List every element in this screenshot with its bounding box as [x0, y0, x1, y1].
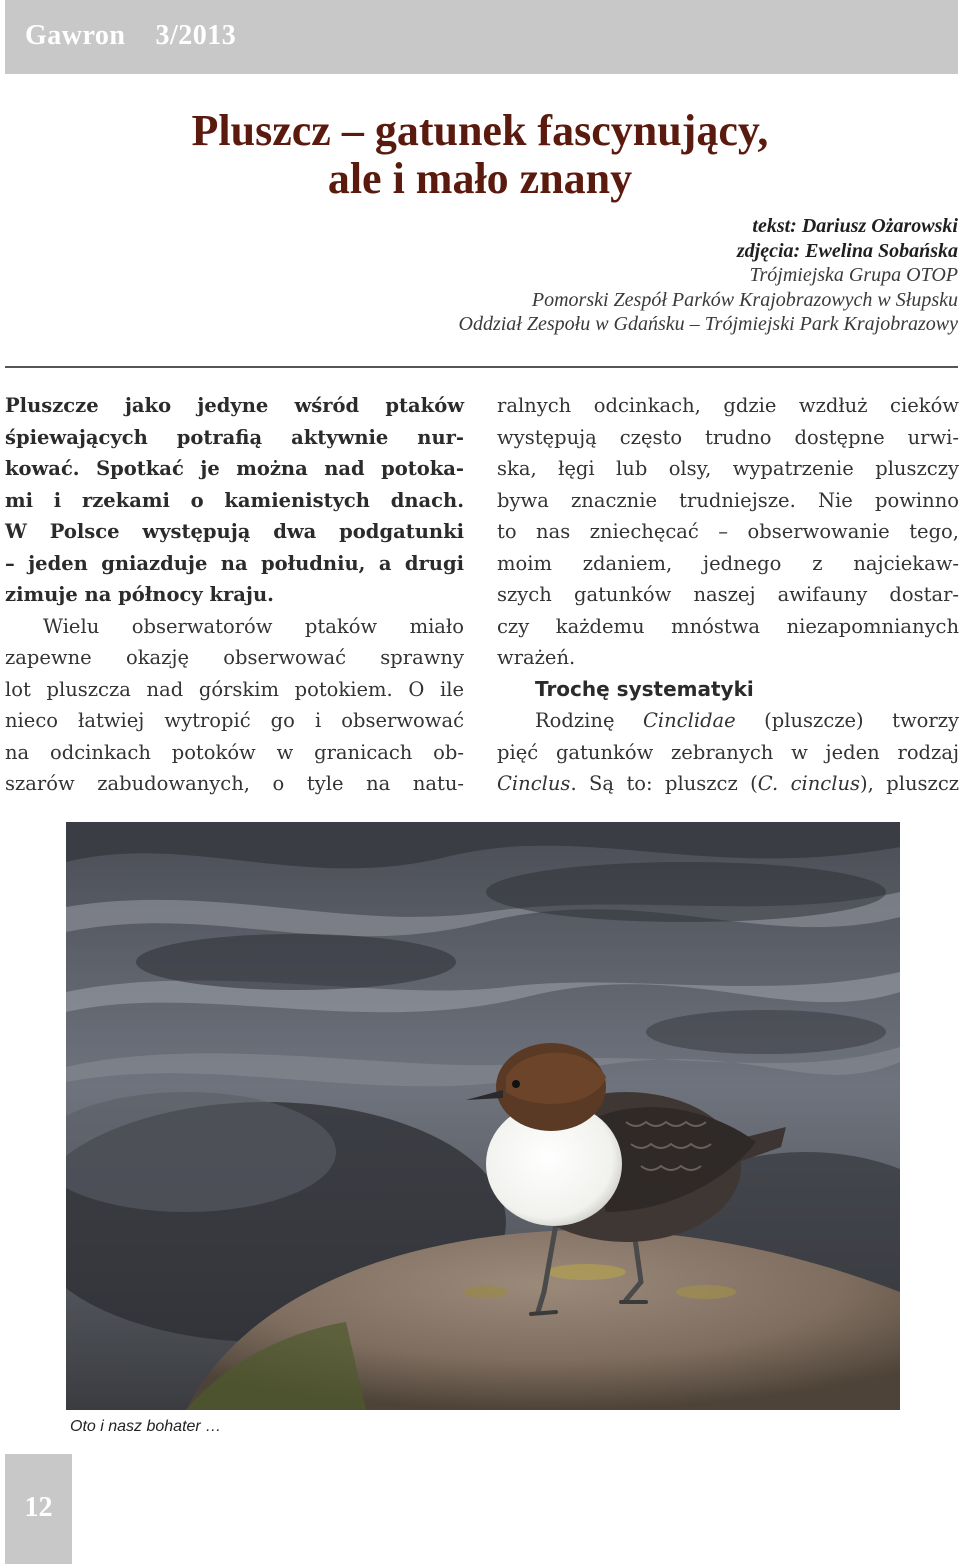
- photo-credit: zdjęcia: Ewelina Sobańska: [736, 239, 958, 262]
- lead-line: W Polsce występują dwa podgatunki: [5, 520, 464, 543]
- genus-name: Cinclus: [497, 772, 571, 795]
- affiliation-1: Trójmiejska Grupa OTOP: [749, 264, 958, 286]
- body-line: czy każdemu mnóstwa niezapomnianych: [497, 614, 959, 638]
- right-column: [497, 390, 959, 800]
- dipper-photo: [66, 822, 900, 1410]
- text-run: Rodzinę: [535, 709, 643, 732]
- species-name: C. cinclus: [757, 772, 861, 795]
- photo-caption: Oto i nasz bohater …: [70, 1418, 222, 1435]
- text-run: (pluszcze) tworzy: [735, 709, 959, 732]
- affiliation-2: Pomorski Zespół Parków Krajobrazowych w Słupsku: [531, 288, 958, 311]
- header-bar: [5, 0, 958, 74]
- body-line: nieco łatwiej wytropić go i obserwować: [5, 709, 464, 732]
- body-line: Wielu obserwatorów ptaków miało: [43, 614, 464, 638]
- systematics-line-3: [497, 768, 959, 800]
- lead-line: kować. Spotkać je można nad potoka-: [5, 457, 464, 480]
- lead-line: Pluszcze jako jedyne wśród ptaków: [5, 394, 464, 417]
- lead-line: zimuje na północy kraju.: [5, 583, 274, 606]
- lead-line: śpiewających potrafią aktywnie nur-: [5, 425, 464, 449]
- body-line: szych gatunków naszej awifauny dostar-: [497, 583, 959, 606]
- body-line: zapewne okazję obserwować sprawny: [5, 646, 464, 669]
- page-number: 12: [24, 1492, 53, 1523]
- body-line: moim zdaniem, jednego z najciekaw-: [497, 551, 959, 575]
- lead-line: mi i rzekami o kamienistych dnach.: [5, 488, 464, 512]
- systematics-line-2: pięć gatunków zebranych w jeden rodzaj: [497, 740, 959, 764]
- magazine-name: Gawron: [25, 20, 126, 51]
- body-line: ralnych odcinkach, gdzie wzdłuż cieków: [497, 394, 959, 417]
- body-line: szarów zabudowanych, o tyle na natu-: [5, 772, 464, 795]
- body-line: na odcinkach potoków w granicach ob-: [5, 740, 464, 764]
- section-subheading: Trochę systematyki: [535, 676, 754, 701]
- body-line: wrażeń.: [497, 646, 576, 669]
- affiliation-3: Oddział Zespołu w Gdańsku – Trójmiejski Park Krajobrazowy: [458, 313, 958, 335]
- body-line: bywa znacznie trudniejsze. Nie powinno: [497, 488, 959, 512]
- body-line: lot pluszcza nad górskim potokiem. O ile: [5, 677, 464, 701]
- magazine-header: [25, 20, 236, 52]
- text-run: . Są to: pluszcz (: [570, 772, 758, 795]
- body-line: występują często trudno dostępne urwi-: [497, 425, 959, 449]
- systematics-line-1: [497, 705, 959, 737]
- body-line: ska, łęgi lub olsy, wypatrzenie pluszczy: [497, 457, 959, 480]
- family-name: Cinclidae: [642, 709, 736, 732]
- body-line: to nas zniechęcać – obserwowanie tego,: [497, 520, 959, 543]
- left-column: [5, 390, 464, 800]
- text-run: ), pluszcz: [860, 772, 960, 795]
- page-number-box: [5, 1454, 72, 1564]
- article-title-line-2: ale i mało znany: [327, 154, 633, 203]
- credits: [459, 214, 958, 337]
- article-title-line-1: Pluszcz – gatunek fascynujący,: [191, 106, 769, 155]
- issue-number: 3/2013: [155, 20, 237, 51]
- divider: [5, 366, 958, 368]
- author-credit: tekst: Dariusz Ożarowski: [752, 215, 958, 237]
- lead-line: – jeden gniazduje na południu, a drugi: [5, 551, 464, 575]
